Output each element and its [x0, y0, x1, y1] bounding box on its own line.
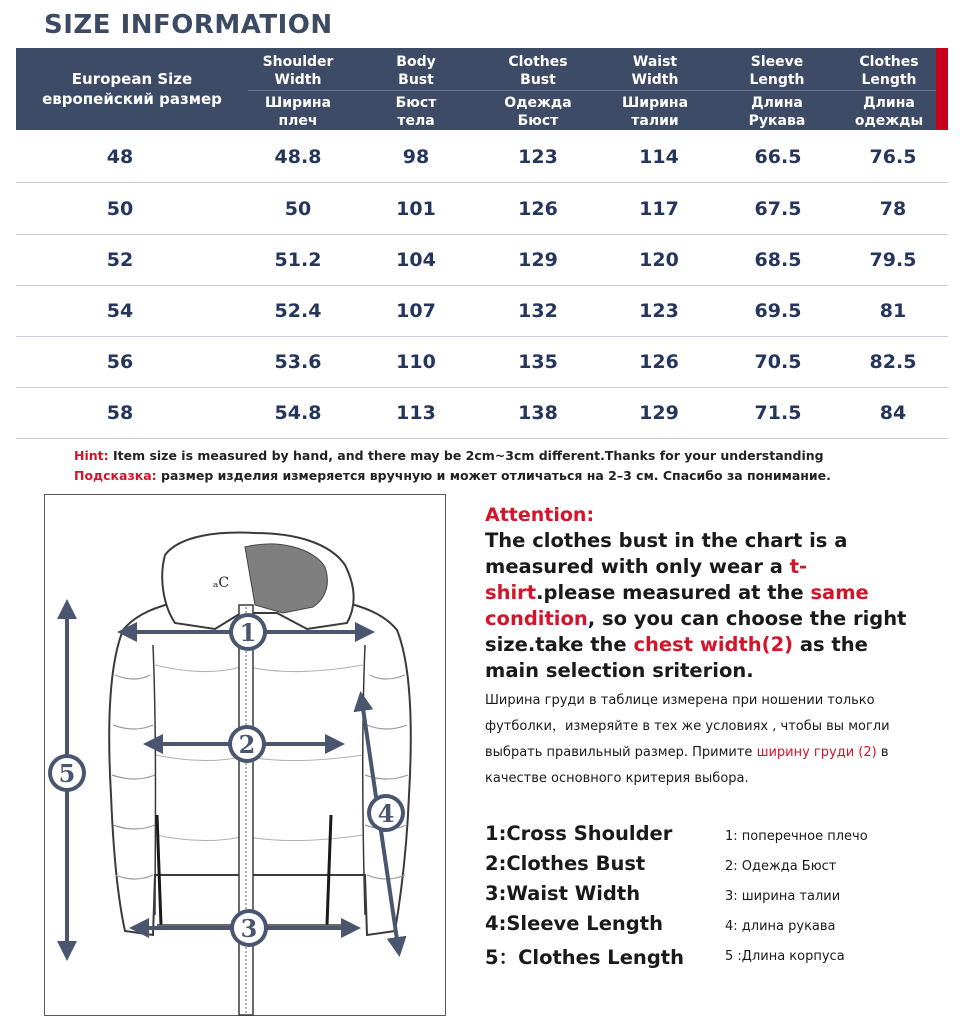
highlight-chest-width: chest width(2) — [633, 633, 794, 656]
cell-shoulder-width: 50 — [284, 198, 312, 220]
legend-item-en: 3:Waist Width — [485, 882, 641, 905]
header-clothes-length: Clothes Length Длина одежды — [854, 54, 924, 129]
header-waist-width: Waist Width Ширина талии — [621, 54, 689, 129]
cell-european-size: 50 — [106, 198, 134, 220]
cell-european-size: 52 — [106, 249, 134, 271]
header-sleeve-length: Sleeve Length Длина Рукава — [748, 54, 806, 129]
highlight-same-condition: same condition — [485, 581, 869, 630]
header-clothes-bust: Clothes Bust Одежда Бюст — [504, 54, 572, 129]
header-european-size — [16, 48, 248, 130]
cell-body-bust: 101 — [396, 198, 436, 220]
svg-text:ₐC: ₐC — [213, 575, 230, 591]
cell-shoulder-width: 53.6 — [274, 351, 322, 373]
attention-title: Attention: — [485, 504, 595, 526]
header-accent-bar — [936, 48, 948, 130]
cell-clothes-length: 78 — [879, 198, 907, 220]
cell-european-size: 58 — [106, 402, 134, 424]
russian-note: Ширина груди в таблице измерена при ношении только футболки，измеряйте в тех же условиях , чтобы вы могли выбрать правильный размер. Примите ширину груди (2) в качестве основного критерия выбора. — [485, 693, 890, 786]
legend-item-ru: 4: длина рукава — [725, 919, 836, 934]
legend-item-ru: 3: ширина талии — [725, 889, 841, 904]
cell-shoulder-width: 51.2 — [274, 249, 322, 271]
cell-sleeve-length: 67.5 — [754, 198, 802, 220]
jacket-illustration — [45, 495, 447, 1017]
header-shoulder-width: Shoulder Width Ширина плеч — [262, 54, 334, 129]
highlight-chest-width-ru: ширину груди (2) — [756, 745, 877, 760]
header-body-bust: Body Bust Бюст тела — [395, 54, 437, 129]
header-divider — [248, 90, 936, 91]
cell-clothes-bust: 126 — [518, 198, 558, 220]
marker-2: 2 — [238, 730, 256, 759]
cell-clothes-bust: 129 — [518, 249, 558, 271]
legend-item-ru: 2: Одежда Бюст — [725, 859, 837, 874]
cell-waist-width: 126 — [639, 351, 679, 373]
cell-sleeve-length: 71.5 — [754, 402, 802, 424]
cell-clothes-bust: 135 — [518, 351, 558, 373]
cell-clothes-bust: 138 — [518, 402, 558, 424]
table-row — [16, 286, 948, 337]
legend-item-en: 1:Cross Shoulder — [485, 822, 673, 845]
cell-waist-width: 114 — [639, 146, 679, 168]
cell-clothes-bust: 132 — [518, 300, 558, 322]
marker-4: 4 — [377, 799, 395, 828]
cell-body-bust: 113 — [396, 402, 436, 424]
jacket-diagram — [44, 494, 446, 1016]
hint-russian-label: Подсказка: — [74, 468, 157, 483]
cell-european-size: 56 — [106, 351, 134, 373]
legend-item-ru: 1: поперечное плечо — [725, 829, 868, 844]
highlight-t-shirt: t-shirt — [485, 555, 808, 604]
cell-european-size: 48 — [106, 146, 134, 168]
cell-body-bust: 98 — [402, 146, 430, 168]
hint-english-text: Item size is measured by hand, and there may be 2cm~3cm different.Thanks for your understanding — [108, 448, 824, 463]
cell-clothes-bust: 123 — [518, 146, 558, 168]
cell-sleeve-length: 66.5 — [754, 146, 802, 168]
size-table-header — [16, 48, 948, 130]
hint-english — [74, 448, 824, 463]
legend-item-ru: 5 :Длина корпуса — [725, 949, 845, 964]
hint-russian — [74, 468, 831, 483]
hint-english-label: Hint: — [74, 448, 109, 463]
table-row — [16, 388, 948, 439]
cell-body-bust: 110 — [396, 351, 436, 373]
cell-shoulder-width: 48.8 — [274, 146, 322, 168]
cell-clothes-length: 82.5 — [869, 351, 917, 373]
page-title: SIZE INFORMATION — [44, 10, 333, 40]
hint-russian-text: размер изделия измеряется вручную и может отличаться на 2–3 см. Спасибо за понимание. — [156, 468, 831, 483]
table-row — [16, 184, 948, 235]
cell-body-bust: 104 — [396, 249, 436, 271]
cell-clothes-length: 84 — [879, 402, 907, 424]
cell-waist-width: 120 — [639, 249, 679, 271]
legend-item-en: 5：Clothes Length — [485, 946, 684, 969]
cell-body-bust: 107 — [396, 300, 436, 322]
legend-item-en: 4:Sleeve Length — [485, 912, 663, 935]
cell-sleeve-length: 68.5 — [754, 249, 802, 271]
marker-1: 1 — [239, 618, 257, 647]
cell-shoulder-width: 54.8 — [274, 402, 322, 424]
legend-item-en: 2:Clothes Bust — [485, 852, 646, 875]
marker-5: 5 — [58, 759, 76, 788]
cell-european-size: 54 — [106, 300, 134, 322]
cell-sleeve-length: 70.5 — [754, 351, 802, 373]
table-row — [16, 235, 948, 286]
header-european-size-ru: европейский размер — [42, 90, 222, 108]
cell-shoulder-width: 52.4 — [274, 300, 322, 322]
marker-3: 3 — [240, 914, 258, 943]
attention-body: The clothes bust in the chart is a measured with only wear a t-shirt.please measured at the same condition, so you can choose the right size.take the chest width(2) as the main selection sriterion. — [485, 529, 907, 682]
cell-sleeve-length: 69.5 — [754, 300, 802, 322]
table-row — [16, 337, 948, 388]
cell-clothes-length: 81 — [879, 300, 907, 322]
cell-waist-width: 123 — [639, 300, 679, 322]
header-european-size-en: European Size — [71, 70, 193, 88]
cell-waist-width: 117 — [639, 198, 679, 220]
table-row — [16, 132, 948, 183]
cell-clothes-length: 79.5 — [869, 249, 917, 271]
cell-waist-width: 129 — [639, 402, 679, 424]
cell-clothes-length: 76.5 — [869, 146, 917, 168]
